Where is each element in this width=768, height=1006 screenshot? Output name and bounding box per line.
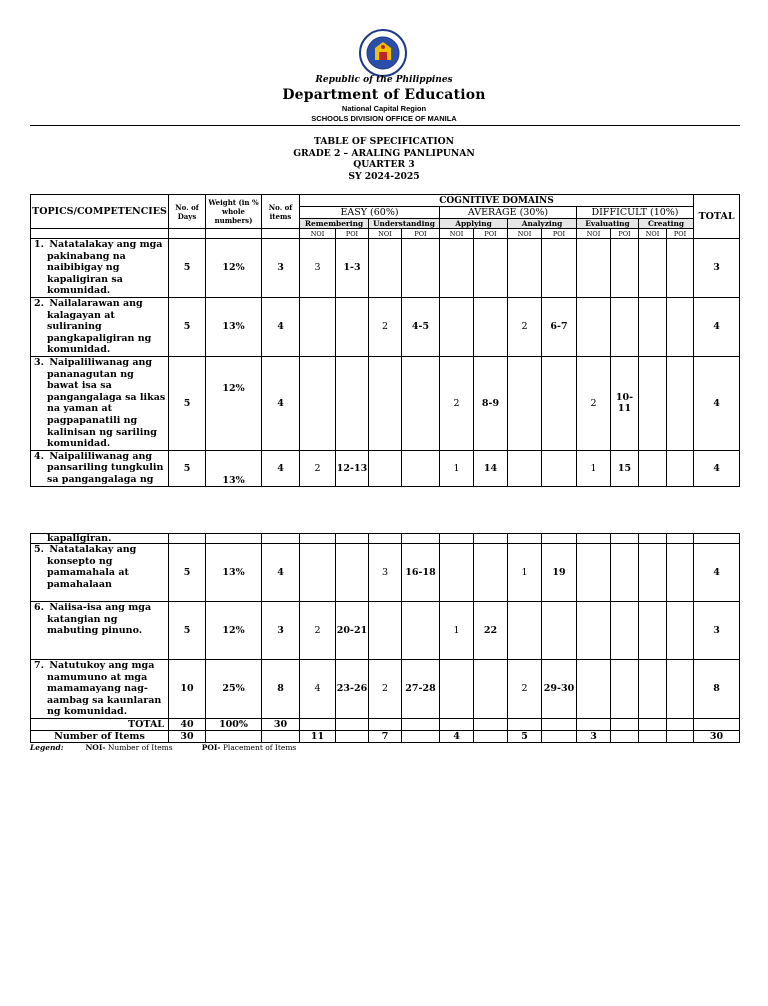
poi-cell (474, 297, 508, 356)
department-name: Department of Education (282, 87, 486, 103)
noi-cell (440, 660, 474, 719)
totals-items: 30 (262, 718, 300, 730)
blank-cell (300, 718, 336, 730)
header-remembering: Remembering (300, 219, 369, 229)
title-line-1: TABLE OF SPECIFICATION (313, 136, 455, 147)
noi-cell: 3 (369, 544, 402, 602)
poi-cell: 29-30 (542, 660, 577, 719)
poi-cell (474, 239, 508, 298)
noi-cell (639, 297, 667, 356)
poi-cell (542, 450, 577, 486)
total-cell: 3 (694, 602, 740, 660)
topic-cell (31, 544, 169, 602)
division-name: SCHOOLS DIVISION OFFICE OF MANILA (311, 114, 457, 123)
poi-label: POI (336, 229, 369, 239)
topic-first-line (34, 357, 168, 369)
blank-cell (440, 534, 474, 544)
blank-cell (169, 229, 206, 239)
noi-cell (508, 356, 542, 450)
weight-cell: 13% (206, 297, 262, 356)
poi-cell: 23-26 (336, 660, 369, 719)
noi-label: NOI (369, 229, 402, 239)
poi-cell (667, 239, 694, 298)
blank-cell (262, 730, 300, 742)
noi-cell (300, 297, 336, 356)
topic-cell (31, 602, 169, 660)
header-applying: Applying (440, 219, 508, 229)
table-row (31, 544, 740, 602)
items-cell: 8 (262, 660, 300, 719)
totals-row (31, 718, 740, 730)
poi-cell (474, 660, 508, 719)
topic-continuation: namumuno at mga mamamayang nag-aambag sa kaunlaran ng komunidad. (47, 671, 162, 718)
days-cell: 5 (169, 544, 206, 602)
noi-cell (577, 602, 611, 660)
poi-label: POI (542, 229, 577, 239)
noi-cell (639, 660, 667, 719)
blank-cell (402, 730, 440, 742)
poi-cell: 15 (611, 450, 639, 486)
items-cell: 4 (262, 544, 300, 602)
poi-cell: 6-7 (542, 297, 577, 356)
blank-cell (667, 718, 694, 730)
legend-noi-text: Number of Items (107, 743, 173, 752)
days-cell: 5 (169, 356, 206, 450)
header-difficult: DIFFICULT (10%) (577, 207, 694, 219)
poi-cell: 19 (542, 544, 577, 602)
blank-cell (542, 730, 577, 742)
blank-cell (31, 229, 169, 239)
noi-cell (577, 660, 611, 719)
noi-label: NOI (577, 229, 611, 239)
blank-cell (694, 534, 740, 544)
noi-cell: 2 (300, 602, 336, 660)
poi-cell (474, 544, 508, 602)
noi-cell (639, 602, 667, 660)
blank-cell (667, 730, 694, 742)
blank-cell (694, 718, 740, 730)
days-cell: 5 (169, 297, 206, 356)
number-of-items-label: Number of Items (31, 730, 169, 742)
document-titles (0, 136, 768, 182)
items-cell: 4 (262, 297, 300, 356)
poi-cell (611, 297, 639, 356)
days-cell: 5 (169, 602, 206, 660)
blank-cell (639, 534, 667, 544)
days-cell: 5 (169, 450, 206, 486)
topic-title: Natutukoy ang mga (49, 660, 155, 671)
noi-cell: 4 (300, 660, 336, 719)
items-cell: 4 (262, 450, 300, 486)
weight-cell: 12% (206, 602, 262, 660)
header-average: AVERAGE (30%) (440, 207, 577, 219)
total-cell: 3 (694, 239, 740, 298)
blank-cell (542, 534, 577, 544)
number-of-items-remembering: 11 (300, 730, 336, 742)
header-easy: EASY (60%) (300, 207, 440, 219)
noi-label: NOI (440, 229, 474, 239)
topic-title: Naipaliliwanag ang (49, 356, 153, 368)
number-of-items-row (31, 730, 740, 742)
blank-cell (440, 718, 474, 730)
table-row (31, 297, 740, 356)
blank-cell (474, 730, 508, 742)
topic-number: 6. (34, 602, 44, 613)
topic-number: 1. (34, 239, 44, 250)
poi-cell: 12-13 (336, 450, 369, 486)
topic-continuation: katangian ng mabuting pinuno. (47, 613, 143, 637)
poi-label: POI (402, 229, 440, 239)
topic-cell (31, 356, 169, 450)
poi-cell (611, 660, 639, 719)
topic-continuation: pananagutan ng bawat isa sa pangangalaga sa likas na yaman at pagpapanatili ng kalinisan ng sariling komunidad. (47, 368, 166, 450)
poi-cell: 1-3 (336, 239, 369, 298)
poi-cell (336, 297, 369, 356)
topic-cell (31, 450, 169, 486)
topic-number: 7. (34, 660, 44, 671)
noi-cell: 1 (440, 602, 474, 660)
noi-cell: 2 (369, 660, 402, 719)
poi-cell (402, 239, 440, 298)
table-row (31, 356, 740, 450)
noi-cell (577, 239, 611, 298)
noi-cell: 1 (577, 450, 611, 486)
total-cell: 8 (694, 660, 740, 719)
poi-cell (611, 602, 639, 660)
poi-cell (402, 602, 440, 660)
noi-cell: 3 (300, 239, 336, 298)
poi-cell (542, 356, 577, 450)
specification-table-page1 (30, 194, 740, 487)
specification-table-page2 (30, 533, 740, 743)
poi-cell: 22 (474, 602, 508, 660)
header-topics: TOPICS/COMPETENCIES (31, 195, 169, 229)
noi-cell (639, 356, 667, 450)
blank-cell (577, 718, 611, 730)
number-of-items-evaluating: 3 (577, 730, 611, 742)
topic-cell (31, 239, 169, 298)
noi-cell (639, 239, 667, 298)
items-cell: 4 (262, 356, 300, 450)
blank-cell (369, 534, 402, 544)
noi-cell (440, 239, 474, 298)
blank-cell (206, 730, 262, 742)
noi-cell (369, 450, 402, 486)
poi-cell: 10-11 (611, 356, 639, 450)
noi-cell: 2 (508, 660, 542, 719)
blank-cell (402, 534, 440, 544)
table-row (31, 602, 740, 660)
noi-cell: 2 (369, 297, 402, 356)
total-cell: 4 (694, 297, 740, 356)
poi-cell (402, 450, 440, 486)
number-of-items-days: 30 (169, 730, 206, 742)
topic-number: 4. (34, 450, 44, 462)
poi-cell (402, 356, 440, 450)
noi-cell (300, 356, 336, 450)
topic-first-line (34, 239, 168, 251)
blank-cell (369, 718, 402, 730)
noi-cell (639, 450, 667, 486)
topic-continuation: konsepto ng pamamahala at pamahalaan (47, 555, 129, 590)
poi-cell (336, 356, 369, 450)
poi-cell (611, 239, 639, 298)
topic-continuation-cell: kapaligiran. (31, 534, 169, 544)
topic-cell (31, 660, 169, 719)
blank-cell (639, 718, 667, 730)
noi-cell (440, 544, 474, 602)
poi-label: POI (667, 229, 694, 239)
header-divider (30, 125, 740, 126)
topic-first-line (34, 544, 168, 556)
legend-poi-key: POI- (201, 743, 221, 752)
legend (30, 743, 296, 752)
topic-cell (31, 297, 169, 356)
poi-cell (667, 544, 694, 602)
noi-cell: 2 (577, 356, 611, 450)
title-line-4: SY 2024-2025 (348, 170, 420, 182)
title-line-2: GRADE 2 – ARALING PANLIPUNAN (293, 147, 475, 159)
totals-days: 40 (169, 718, 206, 730)
poi-label: POI (474, 229, 508, 239)
poi-cell (667, 660, 694, 719)
total-cell: 4 (694, 450, 740, 486)
continuation-row (31, 534, 740, 544)
topic-title: Naipaliliwanag ang (49, 450, 153, 462)
topic-continuation: kalagayan at suliraning pangkapaligiran ng komunidad. (47, 309, 152, 356)
blank-cell (169, 534, 206, 544)
header-total: TOTAL (694, 195, 740, 239)
noi-cell: 1 (508, 544, 542, 602)
blank-cell (336, 718, 369, 730)
noi-cell (639, 544, 667, 602)
region-name: National Capital Region (341, 104, 427, 113)
blank-cell (206, 534, 262, 544)
topic-continuation: pakinabang na naibibigay ng kapaligiran sa komunidad. (47, 250, 126, 297)
blank-cell (577, 534, 611, 544)
total-cell: 4 (694, 356, 740, 450)
topic-number: 2. (34, 297, 44, 309)
noi-cell (369, 239, 402, 298)
weight-cell: 13% (206, 544, 262, 602)
topic-continuation: pansariling tungkulin sa pangangalaga ng (47, 462, 164, 485)
noi-cell: 2 (508, 297, 542, 356)
blank-cell (474, 534, 508, 544)
poi-cell (542, 602, 577, 660)
blank-cell (611, 534, 639, 544)
topic-first-line (34, 298, 168, 310)
noi-cell (577, 544, 611, 602)
title-line-3: QUARTER 3 (353, 159, 415, 170)
number-of-items-analyzing: 5 (508, 730, 542, 742)
noi-label: NOI (508, 229, 542, 239)
poi-cell: 8-9 (474, 356, 508, 450)
poi-cell: 14 (474, 450, 508, 486)
legend-label: Legend: (30, 743, 64, 752)
blank-cell (336, 534, 369, 544)
poi-cell (667, 602, 694, 660)
poi-cell (667, 450, 694, 486)
poi-cell: 27-28 (402, 660, 440, 719)
poi-cell: 16-18 (402, 544, 440, 602)
poi-cell (667, 356, 694, 450)
deped-seal-icon (358, 28, 408, 78)
topic-number: 3. (34, 356, 44, 368)
blank-cell (667, 534, 694, 544)
noi-cell: 1 (440, 450, 474, 486)
blank-cell (611, 718, 639, 730)
topic-number: 5. (34, 544, 44, 555)
noi-cell (300, 544, 336, 602)
poi-cell: 4-5 (402, 297, 440, 356)
blank-cell (639, 730, 667, 742)
poi-cell (611, 544, 639, 602)
noi-cell (440, 297, 474, 356)
noi-cell (508, 602, 542, 660)
blank-cell (402, 718, 440, 730)
blank-cell (300, 534, 336, 544)
legend-poi-text: Placement of Items (222, 743, 297, 752)
poi-label: POI (611, 229, 639, 239)
topic-first-line (34, 602, 168, 614)
header-analyzing: Analyzing (508, 219, 577, 229)
poi-cell (542, 239, 577, 298)
blank-cell (474, 718, 508, 730)
noi-cell (508, 450, 542, 486)
total-cell: 4 (694, 544, 740, 602)
days-cell: 5 (169, 239, 206, 298)
table-row (31, 239, 740, 298)
poi-cell: 20-21 (336, 602, 369, 660)
topic-first-line (34, 451, 168, 463)
table-row (31, 450, 740, 486)
topic-first-line (34, 660, 168, 672)
number-of-items-total: 30 (694, 730, 740, 742)
poi-cell (336, 544, 369, 602)
header-evaluating: Evaluating (577, 219, 639, 229)
topic-title: Natatalakay ang mga (49, 239, 163, 250)
header-cognitive-domains: COGNITIVE DOMAINS (300, 195, 694, 207)
totals-weight: 100% (206, 718, 262, 730)
header-days: No. of Days (169, 195, 206, 229)
blank-cell (611, 730, 639, 742)
weight-cell: 25% (206, 660, 262, 719)
blank-cell (206, 229, 262, 239)
items-cell: 3 (262, 602, 300, 660)
blank-cell (542, 718, 577, 730)
weight-cell: 12% (206, 356, 262, 450)
number-of-items-applying: 4 (440, 730, 474, 742)
topic-title: Nailalarawan ang (49, 297, 143, 309)
header-weight: Weight (in % whole numbers) (206, 195, 262, 229)
weight-cell: 13% (206, 450, 262, 486)
number-of-items-understanding: 7 (369, 730, 402, 742)
items-cell: 3 (262, 239, 300, 298)
noi-cell (369, 356, 402, 450)
blank-cell (508, 718, 542, 730)
noi-cell: 2 (440, 356, 474, 450)
header-creating: Creating (639, 219, 694, 229)
noi-cell: 2 (300, 450, 336, 486)
totals-label: TOTAL (31, 718, 169, 730)
legend-noi-key: NOI- (85, 743, 106, 752)
noi-cell (369, 602, 402, 660)
republic-text: Republic of the Philippines (315, 75, 453, 85)
noi-label: NOI (639, 229, 667, 239)
blank-cell (336, 730, 369, 742)
table-row (31, 660, 740, 719)
header-understanding: Understanding (369, 219, 440, 229)
blank-cell (508, 534, 542, 544)
days-cell: 10 (169, 660, 206, 719)
noi-label: NOI (300, 229, 336, 239)
header-items: No. of items (262, 195, 300, 229)
blank-cell (262, 534, 300, 544)
poi-cell (667, 297, 694, 356)
noi-cell (508, 239, 542, 298)
noi-cell (577, 297, 611, 356)
blank-cell (262, 229, 300, 239)
weight-cell: 12% (206, 239, 262, 298)
topic-title: Natatalakay ang (49, 544, 137, 555)
topic-title: Naiisa-isa ang mga (49, 602, 152, 613)
